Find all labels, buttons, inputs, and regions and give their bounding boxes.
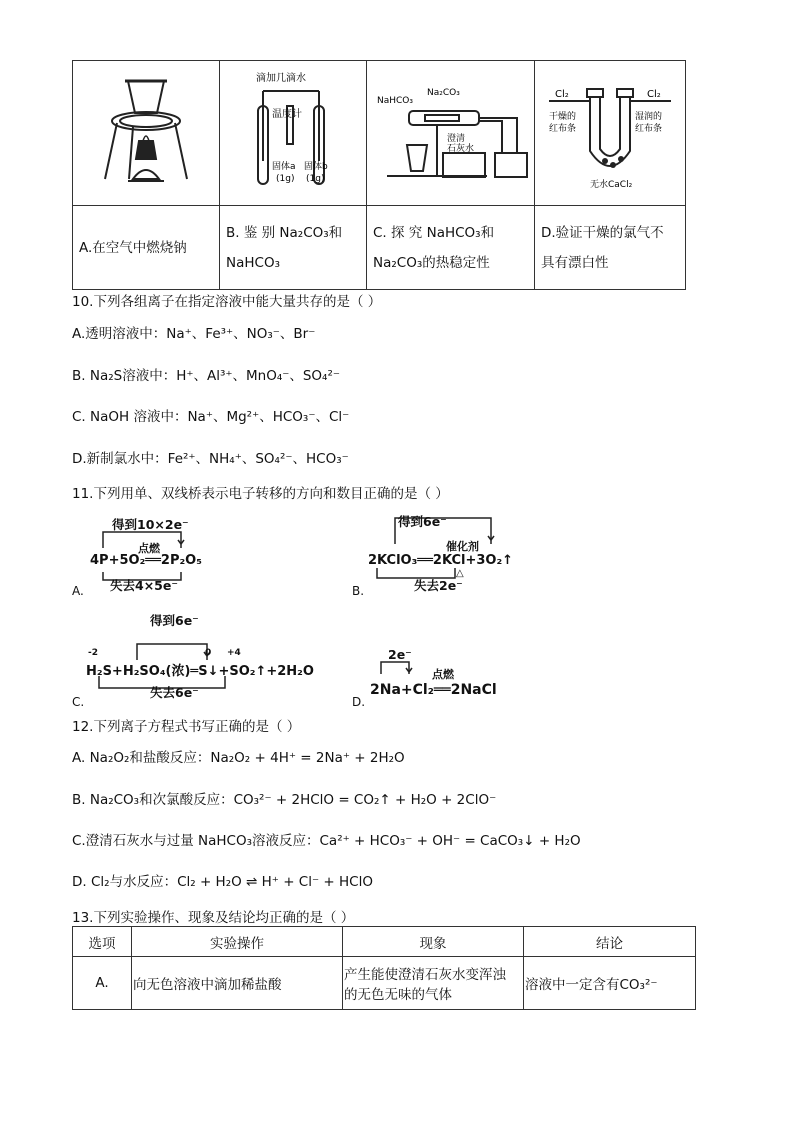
q11c-ox-s-minus2: -2 bbox=[88, 648, 98, 658]
label-dry: 干燥的 bbox=[549, 112, 577, 122]
q9-caption-d: D.验证干燥的氯气不 具有漂白性 bbox=[535, 206, 686, 290]
q11a-condition: 点燃 bbox=[138, 542, 160, 555]
q11b-bottom-label: 失去2e⁻ bbox=[414, 578, 463, 593]
q11c-letter: C. bbox=[72, 695, 85, 709]
label-solid-a: 固体a bbox=[272, 162, 296, 172]
label-thermometer: 温度计 bbox=[272, 109, 302, 120]
q13-header-option: 选项 bbox=[73, 927, 132, 957]
q12-option-a[interactable]: A. Na₂O₂和盐酸反应：Na₂O₂ + 4H⁺ = 2Na⁺ + 2H₂O bbox=[72, 750, 405, 766]
q13-row-a-operation: 向无色溶液中滴加稀盐酸 bbox=[132, 957, 343, 1010]
label-add-water: 滴加几滴水 bbox=[256, 73, 306, 84]
q11b-equation: 2KClO₃══2KCl+3O₂↑ bbox=[368, 553, 514, 568]
q12-stem: 12.下列离子方程式书写正确的是（ ） bbox=[72, 719, 301, 735]
label-solid-a-mass: (1g) bbox=[276, 174, 295, 184]
q11a-top-label: 得到10×2e⁻ bbox=[112, 517, 189, 532]
thermal-stability-apparatus-icon bbox=[367, 61, 534, 201]
q11d-equation: 2Na+Cl₂══2NaCl bbox=[370, 682, 497, 698]
q11d-letter: D. bbox=[352, 695, 366, 709]
label-solid-b-mass: (1g) bbox=[306, 174, 325, 184]
q13-row-a-option: A. bbox=[73, 957, 132, 1010]
q11a-equation: 4P+5O₂══2P₂O₅ bbox=[90, 553, 202, 568]
q9-image-c bbox=[367, 61, 535, 206]
q11c-bottom-label: 失去6e⁻ bbox=[150, 685, 199, 700]
q13-header-conclusion: 结论 bbox=[524, 927, 696, 957]
label-cl2-left: Cl₂ bbox=[555, 89, 569, 100]
q11d-top-label: 2e⁻ bbox=[388, 647, 412, 662]
q11d-condition: 点燃 bbox=[432, 668, 454, 681]
test-tubes-icon bbox=[220, 61, 366, 201]
q11c-ox-s-plus4: +4 bbox=[227, 648, 241, 658]
q11b-letter: B. bbox=[352, 584, 365, 598]
q9-caption-b: B. 鉴 别 Na₂CO₃和 NaHCO₃ bbox=[220, 206, 367, 290]
q9-caption-a: A.在空气中燃烧钠 bbox=[73, 206, 220, 290]
label-solid-b: 固体b bbox=[304, 162, 328, 172]
q13-header-phenomenon: 现象 bbox=[343, 927, 524, 957]
label-cl2-right: Cl₂ bbox=[647, 89, 661, 100]
q11c-equation: H₂S+H₂SO₄(浓)═S↓+SO₂↑+2H₂O bbox=[86, 664, 314, 679]
label-na2co3: Na₂CO₃ bbox=[427, 88, 460, 98]
q9-caption-c: C. 探 究 NaHCO₃和 Na₂CO₃的热稳定性 bbox=[367, 206, 535, 290]
q11-stem: 11.下列用单、双线桥表示电子转移的方向和数目正确的是（ ） bbox=[72, 486, 449, 502]
q12-option-d[interactable]: D. Cl₂与水反应：Cl₂ + H₂O ⇌ H⁺ + Cl⁻ + HClO bbox=[72, 874, 373, 890]
label-wet-cloth: 红布条 bbox=[635, 124, 663, 134]
q11b-top-label: 得到6e⁻ bbox=[398, 514, 447, 529]
q13-row-a-conclusion: 溶液中一定含有CO₃²⁻ bbox=[524, 957, 696, 1010]
q13-header-operation: 实验操作 bbox=[132, 927, 343, 957]
q11a-bottom-label: 失去4×5e⁻ bbox=[110, 578, 178, 593]
q9-image-a bbox=[73, 61, 220, 206]
table-row[interactable] bbox=[73, 957, 696, 1010]
q11b-condition: 催化剂 bbox=[446, 540, 479, 553]
q10-stem: 10.下列各组离子在指定溶液中能大量共存的是（ ） bbox=[72, 294, 382, 310]
q11c-top-label: 得到6e⁻ bbox=[150, 613, 199, 628]
label-clear: 澄清 bbox=[447, 134, 466, 144]
q10-option-a[interactable]: A.透明溶液中：Na⁺、Fe³⁺、NO₃⁻、Br⁻ bbox=[72, 326, 316, 342]
q11b-heat: △ bbox=[456, 568, 464, 579]
q9-image-b bbox=[220, 61, 367, 206]
q9-table bbox=[72, 60, 686, 290]
q9-image-d bbox=[535, 61, 686, 206]
q10-option-b[interactable]: B. Na₂S溶液中：H⁺、Al³⁺、MnO₄⁻、SO₄²⁻ bbox=[72, 368, 341, 384]
label-limewater: 石灰水 bbox=[447, 144, 475, 154]
label-cacl2: 无水CaCl₂ bbox=[590, 180, 633, 190]
label-dry-cloth: 红布条 bbox=[549, 124, 577, 134]
label-wet: 湿润的 bbox=[635, 112, 663, 122]
u-tube-apparatus-icon bbox=[535, 61, 685, 201]
q12-option-c[interactable]: C.澄清石灰水与过量 NaHCO₃溶液反应：Ca²⁺ + HCO₃⁻ + OH⁻ = CaCO₃↓ + H₂O bbox=[72, 833, 581, 849]
q12-option-b[interactable]: B. Na₂CO₃和次氯酸反应：CO₃²⁻ + 2HClO = CO₂↑ + H₂O + 2ClO⁻ bbox=[72, 792, 497, 808]
q13-row-a-phenomenon: 产生能使澄清石灰水变浑浊 的无色无味的气体 bbox=[343, 957, 524, 1010]
q11a-letter: A. bbox=[72, 584, 84, 598]
q11c-ox-s-0: 0 bbox=[205, 648, 212, 658]
q10-option-c[interactable]: C. NaOH 溶液中：Na⁺、Mg²⁺、HCO₃⁻、Cl⁻ bbox=[72, 409, 350, 425]
q10-option-d[interactable]: D.新制氯水中：Fe²⁺、NH₄⁺、SO₄²⁻、HCO₃⁻ bbox=[72, 451, 349, 467]
q13-table bbox=[72, 926, 696, 1010]
label-nahco3: NaHCO₃ bbox=[377, 96, 413, 106]
crucible-tripod-icon bbox=[73, 61, 219, 201]
q13-stem: 13.下列实验操作、现象及结论均正确的是（ ） bbox=[72, 910, 355, 926]
